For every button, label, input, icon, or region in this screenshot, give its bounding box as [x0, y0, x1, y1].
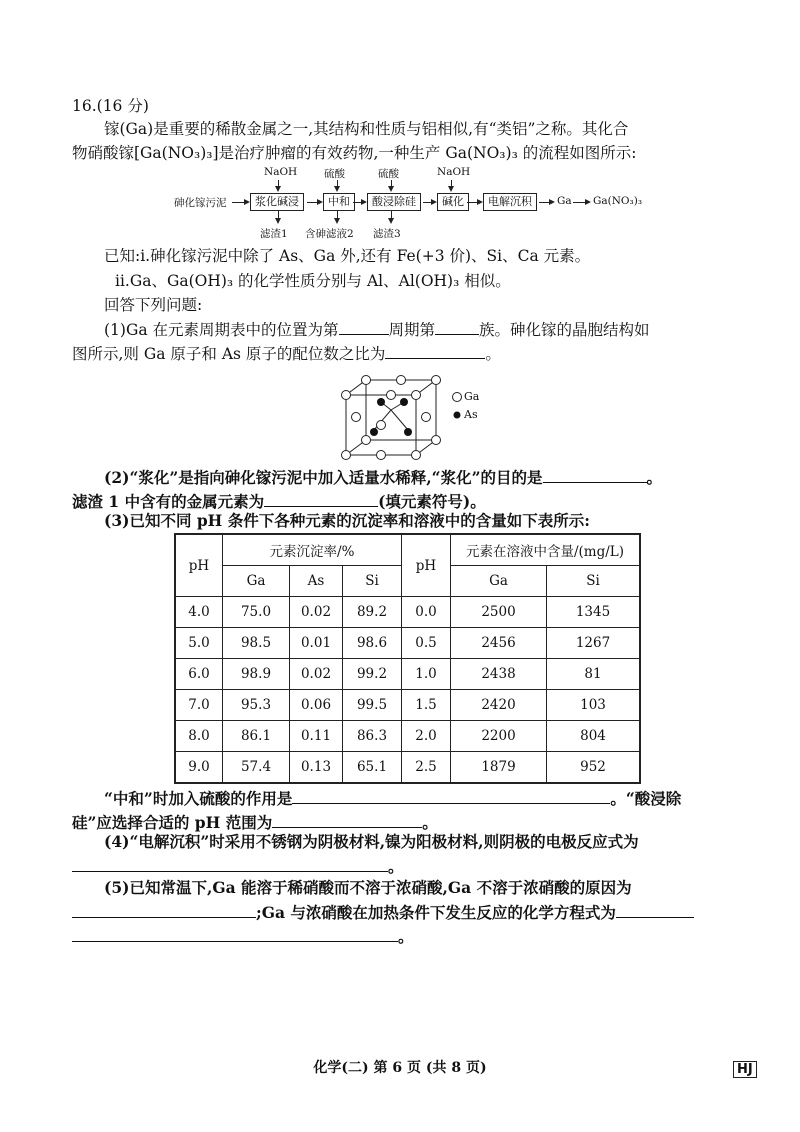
data-table: [174, 533, 641, 784]
q3b-blank-ph[interactable]: [272, 811, 422, 828]
cell: 6.0: [175, 659, 223, 690]
cell: 5.0: [175, 628, 223, 659]
cell: 103: [547, 690, 641, 721]
cell: 1879: [451, 752, 547, 784]
cell: 98.6: [343, 628, 402, 659]
legend-ga: Ga: [464, 390, 480, 403]
q5-blank-equation-b[interactable]: [72, 925, 398, 942]
legend-as: As: [464, 408, 478, 421]
table-row: [175, 659, 640, 690]
cell: 0.13: [290, 752, 343, 784]
cell: 0.5: [402, 628, 451, 659]
q3b-blank-purpose[interactable]: [292, 787, 610, 804]
cell: 1267: [547, 628, 641, 659]
known-line-1: 已知:ⅰ.砷化镓污泥中除了 As、Ga 外,还有 Fe(+3 价)、Si、Ca 元素。: [104, 247, 591, 265]
q3-line-1: (3)已知不同 pH 条件下各种元素的沉淀率和溶液中的含量如下表所示:: [104, 511, 590, 530]
cell: 81: [547, 659, 641, 690]
flow-reagent-3: 硫酸: [378, 168, 399, 180]
cell: 65.1: [343, 752, 402, 784]
cell: 98.9: [223, 659, 290, 690]
q5-blank-reason[interactable]: [72, 901, 256, 918]
th-ph-left: pH: [175, 534, 223, 597]
q1-blank-group[interactable]: [435, 318, 479, 335]
q1-text-d: 图所示,则 Ga 原子和 As 原子的配位数之比为: [72, 345, 386, 363]
flow-residue-3: 滤渣3: [373, 228, 401, 240]
cell: 8.0: [175, 721, 223, 752]
q2-text-a: (2)“浆化”是指向砷化镓污泥中加入适量水稀释,“浆化”的目的是: [104, 468, 543, 487]
cell: 2438: [451, 659, 547, 690]
flow-product-ga: Ga: [557, 195, 572, 207]
cell: 0.11: [290, 721, 343, 752]
flow-step-2: 中和: [323, 193, 355, 211]
intro-line-2: 物硝酸镓[Ga(NO₃)₃]是治疗肿瘤的有效药物,一种生产 Ga(NO₃)₃ 的流程如图所示:: [72, 144, 637, 162]
cell: 0.01: [290, 628, 343, 659]
th-left-ga: Ga: [223, 566, 290, 597]
cell: 99.5: [343, 690, 402, 721]
th-left-as: As: [290, 566, 343, 597]
cell: 2456: [451, 628, 547, 659]
q5-blank-equation-a[interactable]: [616, 901, 694, 918]
q2-text-c: (填元素符号)。: [378, 492, 486, 511]
q3b-end: 。: [422, 813, 438, 832]
q3b-text-a: “中和”时加入硫酸的作用是: [104, 789, 293, 808]
flow-residue-2: 含砷滤液2: [305, 228, 354, 240]
cell: 98.5: [223, 628, 290, 659]
cell: 1.5: [402, 690, 451, 721]
q2-blank-metals[interactable]: [264, 490, 378, 507]
cell: 2.0: [402, 721, 451, 752]
cell: 86.1: [223, 721, 290, 752]
question-number: 16.(16 分): [72, 97, 149, 115]
answer-prompt: 回答下列问题:: [104, 296, 203, 314]
flow-reagent-1: NaOH: [264, 166, 298, 178]
th-right-si: Si: [547, 566, 641, 597]
intro-line-1: 镓(Ga)是重要的稀散金属之一,其结构和性质与铝相似,有“类铝”之称。其化合: [104, 120, 629, 138]
q1-blank-period[interactable]: [339, 318, 389, 335]
known-line-2: ⅱ.Ga、Ga(OH)₃ 的化学性质分别与 Al、Al(OH)₃ 相似。: [115, 272, 511, 290]
flow-reagent-4: NaOH: [437, 166, 471, 178]
cell: 2200: [451, 721, 547, 752]
q2-text-b: 滤渣 1 中含有的金属元素为: [72, 492, 265, 511]
cell: 1345: [547, 597, 641, 628]
cell: 99.2: [343, 659, 402, 690]
q3b-text-c: 硅”应选择合适的 pH 范围为: [72, 813, 273, 832]
flow-step-5: 电解沉积: [483, 193, 537, 211]
flow-step-1: 浆化碱浸: [250, 193, 304, 211]
cell: 0.06: [290, 690, 343, 721]
cell: 804: [547, 721, 641, 752]
flow-start: 砷化镓污泥: [174, 197, 227, 209]
flow-product-ganitrate: Ga(NO₃)₃: [593, 195, 643, 207]
th-left-si: Si: [343, 566, 402, 597]
table-row: [175, 628, 640, 659]
cell: 0.02: [290, 659, 343, 690]
table-row: [175, 690, 640, 721]
q5-line-3: [72, 925, 414, 948]
cell: 952: [547, 752, 641, 784]
cell: 2420: [451, 690, 547, 721]
flow-step-3: 酸浸除硅: [367, 193, 421, 211]
cell: 2.5: [402, 752, 451, 784]
q1-text-c: 族。砷化镓的晶胞结构如: [479, 321, 650, 339]
q2-blank-purpose[interactable]: [543, 466, 647, 483]
q1-text-a: (1)Ga 在元素周期表中的位置为第: [104, 321, 339, 339]
th-rate: 元素沉淀率/%: [223, 534, 402, 566]
flow-reagent-2: 硫酸: [324, 168, 345, 180]
cell: 89.2: [343, 597, 402, 628]
table-row: [175, 752, 640, 784]
th-right-ga: Ga: [451, 566, 547, 597]
cell: 95.3: [223, 690, 290, 721]
q3b-text-b: 。“酸浸除: [610, 789, 682, 808]
page-footer: 化学(二) 第 6 页 (共 8 页): [313, 1060, 487, 1076]
flow-residue-1: 滤渣1: [260, 228, 288, 240]
q5-text-b: ;Ga 与浓硝酸在加热条件下发生反应的化学方程式为: [256, 903, 616, 922]
q1-end: 。: [485, 345, 501, 363]
cell: 86.3: [343, 721, 402, 752]
table-row: [175, 721, 640, 752]
q2-line-1: [104, 466, 662, 489]
th-content: 元素在溶液中含量/(mg/L): [451, 534, 641, 566]
q5-end: 。: [398, 927, 414, 946]
cell: 2500: [451, 597, 547, 628]
table-row: [175, 597, 640, 628]
q2-end: 。: [646, 468, 663, 487]
q3b-line-1: [104, 787, 681, 810]
cell: 1.0: [402, 659, 451, 690]
cell: 0.0: [402, 597, 451, 628]
q1-blank-ratio[interactable]: [385, 342, 485, 359]
q5-line-2: [72, 901, 694, 924]
th-ph-right: pH: [402, 534, 451, 597]
q4-line-1: (4)“电解沉积”时采用不锈钢为阴极材料,镍为阳极材料,则阴极的电极反应式为: [104, 832, 639, 851]
q4-end: 。: [388, 857, 404, 876]
cell: 7.0: [175, 690, 223, 721]
cell: 57.4: [223, 752, 290, 784]
q4-blank-equation[interactable]: [72, 855, 388, 872]
q1-text-b: 周期第: [388, 321, 436, 339]
corner-mark: HJ: [733, 1061, 757, 1078]
cell: 4.0: [175, 597, 223, 628]
q4-line-2: [72, 855, 404, 878]
cell: 75.0: [223, 597, 290, 628]
q5-line-1: (5)已知常温下,Ga 能溶于稀硝酸而不溶于浓硝酸,Ga 不溶于浓硝酸的原因为: [104, 878, 632, 897]
cell: 0.02: [290, 597, 343, 628]
cell: 9.0: [175, 752, 223, 784]
flow-step-4: 碱化: [437, 193, 469, 211]
q1-line-1: [104, 318, 650, 341]
